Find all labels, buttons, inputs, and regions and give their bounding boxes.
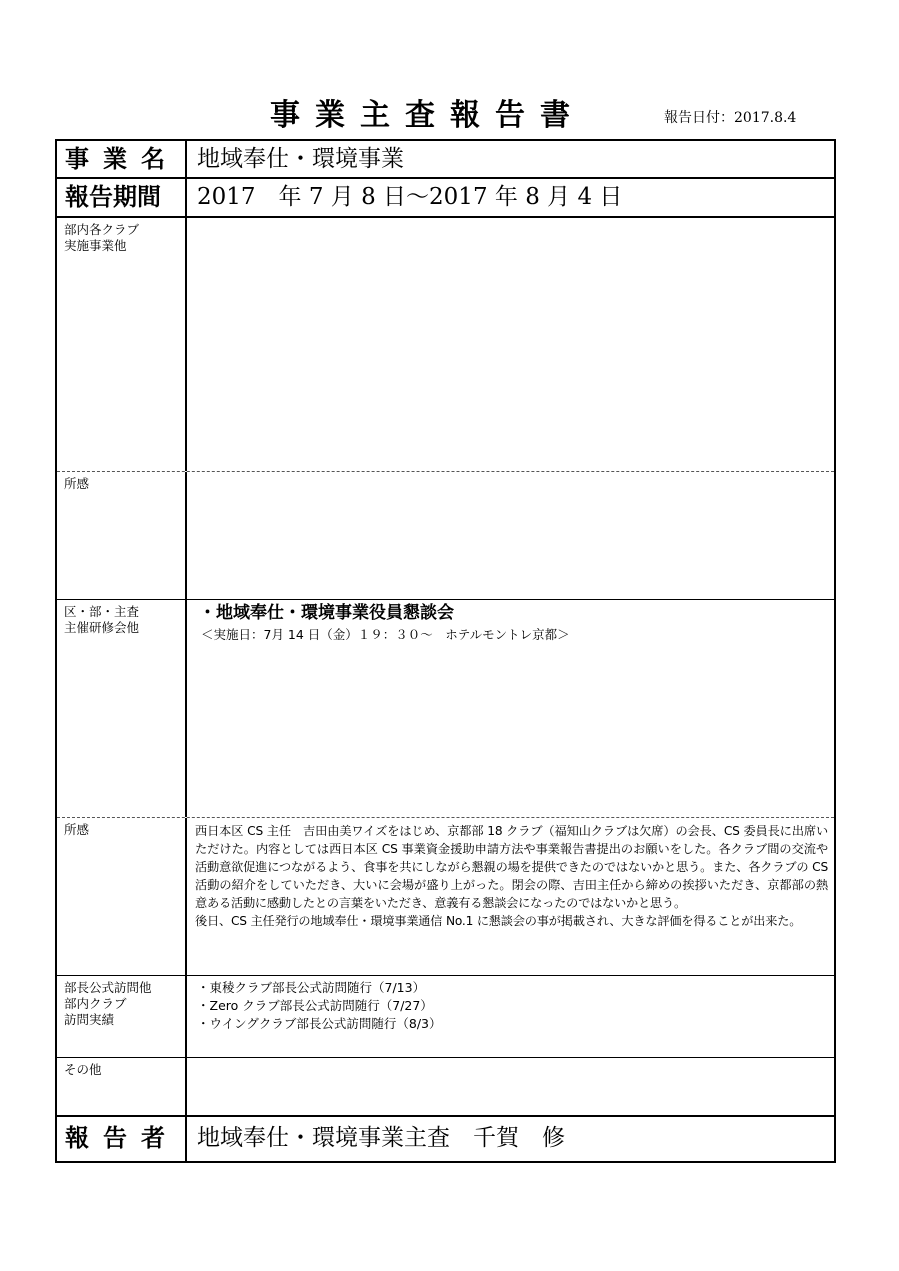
project-name-value: 地域奉仕・環境事業 — [197, 146, 404, 172]
row-other — [57, 1058, 834, 1117]
report-period-label: 報告期間 — [57, 179, 187, 216]
visit-item: ・東稜クラブ部長公式訪問随行（7/13） — [197, 980, 426, 995]
visit-item: ・ウイングクラブ部長公式訪問随行（8/3） — [197, 1016, 442, 1031]
row-impressions-1 — [57, 472, 834, 600]
row-district-events — [57, 600, 834, 818]
impressions-1-label: 所感 — [57, 472, 187, 599]
row-project-name — [57, 141, 834, 179]
impressions-2-label: 所感 — [57, 818, 187, 975]
other-value — [187, 1058, 834, 1115]
visit-item: ・Zero クラブ部長公式訪問随行（7/27） — [197, 998, 433, 1013]
document-title: 事業主査報告書 — [270, 98, 585, 133]
district-events-label: 区・部・主査 主催研修会他 — [57, 600, 187, 817]
other-label: その他 — [57, 1058, 187, 1115]
report-date-label: 報告日付： — [664, 110, 734, 126]
impressions-paragraph: 西日本区 CS 主任 吉田由美ワイズをはじめ、京都部 18 クラブ（福知山クラブは欠席）の会長、CS 委員長に出席いただけた。内容としては西日本区 CS 事業資金援助申請方法や事業報告書提出のお願いをした。各クラブ間の交流や活動意欲促進につながるよう、食事を共にしながら懇親の場を提供できたのではないかと思う。また、各クラブの CS 活動の紹介をしていただき、大いに会場が盛り上がった。閉会の際、吉田主任から締めの挨拶いただき、京都部の熱意ある活動に感動したとの言葉をいただき、意義有る懇談会になったのではないかと思う。 — [195, 824, 828, 910]
report-period-value: 2017 年 7 月 8 日〜2017 年 8 月 4 日 — [197, 184, 623, 210]
club-activities-value — [187, 218, 834, 471]
report-form — [55, 139, 836, 1163]
impressions-paragraph: 後日、CS 主任発行の地域奉仕・環境事業通信 No.1 に懇談会の事が掲載され、大きな評価を得ることが出来た。 — [195, 914, 802, 928]
visit-list — [187, 976, 834, 1033]
reporter-label: 報告者 — [57, 1117, 187, 1161]
report-date — [664, 108, 796, 128]
row-reporter — [57, 1117, 834, 1161]
row-impressions-2 — [57, 818, 834, 976]
district-events-content — [187, 600, 834, 817]
project-name-label: 事業名 — [57, 141, 187, 177]
event-detail: ＜実施日：7月 14 日（金）１９：３０〜 ホテルモントレ京都＞ — [201, 627, 570, 642]
official-visits-label: 部長公式訪問他 部内クラブ 訪問実績 — [57, 976, 187, 1057]
impressions-2-text — [187, 818, 834, 975]
report-date-value: 2017.8.4 — [734, 110, 797, 126]
event-heading: ・地域奉仕・環境事業役員懇談会 — [199, 603, 454, 623]
official-visits-content — [187, 976, 834, 1057]
row-club-activities — [57, 218, 834, 472]
row-official-visits — [57, 976, 834, 1058]
row-report-period — [57, 179, 834, 218]
club-activities-label: 部内各クラブ 実施事業他 — [57, 218, 187, 471]
reporter-value: 地域奉仕・環境事業主査 千賀 修 — [197, 1125, 565, 1151]
impressions-1-value — [187, 472, 834, 599]
